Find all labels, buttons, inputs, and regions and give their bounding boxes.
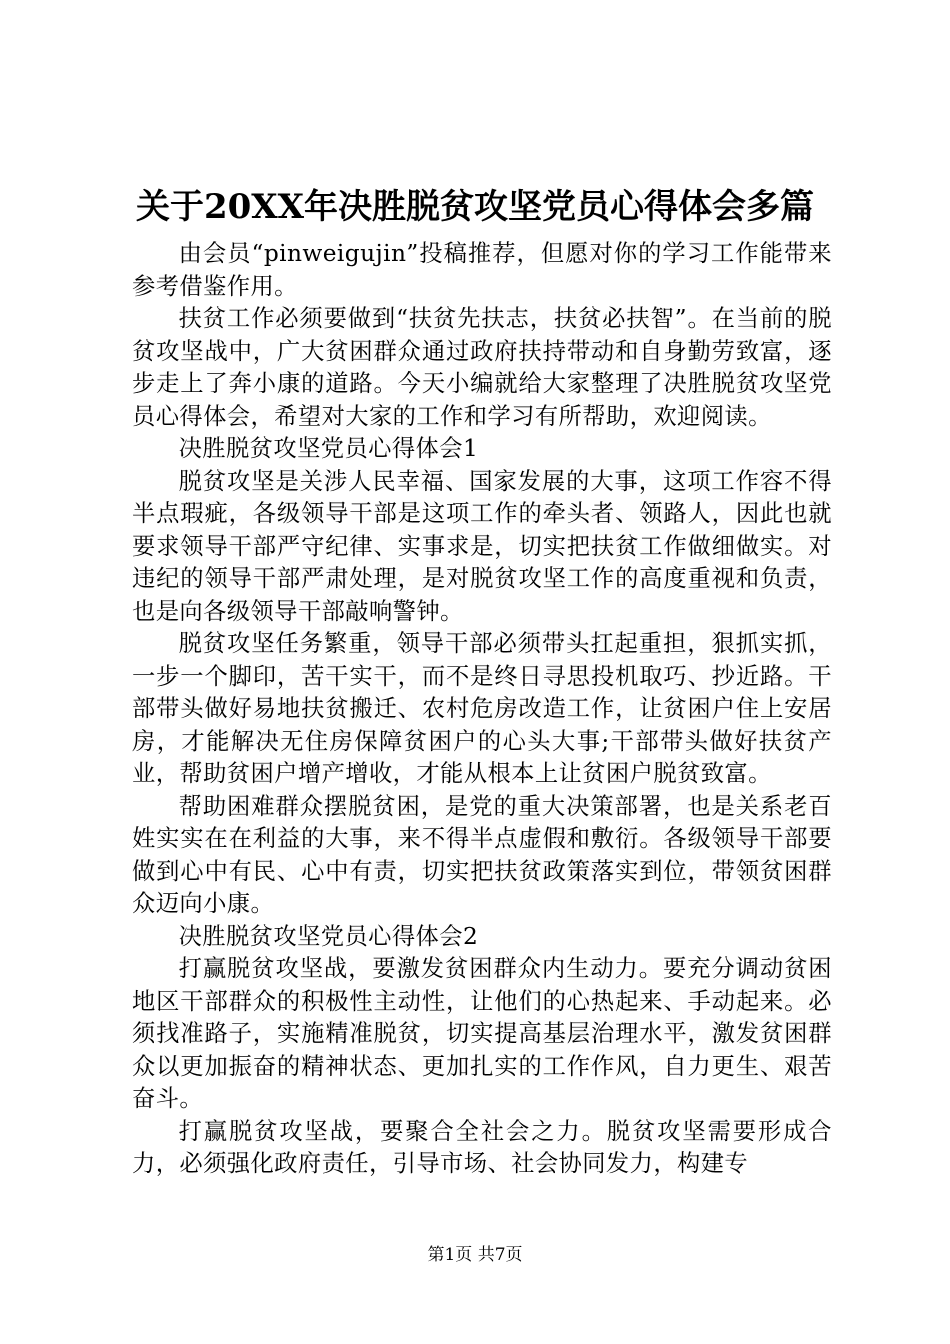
section-heading: 决胜脱贫攻坚党员心得体会2 (178, 922, 479, 950)
paragraph: 脱贫攻坚是关涉人民幸福、国家发展的大事，这项工作容不得半点瑕疵，各级领导干部是这项工作的牵头者、领路人，因此也就要求领导干部严守纪律、实事求是，切实把扶贫工作做细做实。对违纪的领导干部严肃处理，是对脱贫攻坚工作的高度重视和负责，也是向各级领导干部敲响警钟。 (132, 467, 832, 625)
document-body (132, 238, 832, 1181)
paragraph: 打赢脱贫攻坚战，要激发贫困群众内生动力。要充分调动贫困地区干部群众的积极性主动性，让他们的心热起来、手动起来。必须找准路子，实施精准脱贫，切实提高基层治理水平，激发贫困群众以更加振奋的精神状态、更加扎实的工作作风，自力更生、艰苦奋斗。 (132, 955, 832, 1112)
document-title: 关于20XX年决胜脱贫攻坚党员心得体会多篇 (135, 187, 815, 227)
paragraph: 打赢脱贫攻坚战，要聚合全社会之力。脱贫攻坚需要形成合力，必须强化政府责任，引导市场、社会协同发力，构建专 (132, 1117, 832, 1177)
page-footer: 第1页 共7页 (427, 1245, 523, 1265)
paragraph: 扶贫工作必须要做到“扶贫先扶志，扶贫必扶智”。在当前的脱贫攻坚战中，广大贫困群众通过政府扶持带动和自身勤劳致富，逐步走上了奔小康的道路。今天小编就给大家整理了决胜脱贫攻坚党员心得体会，希望对大家的工作和学习有所帮助，欢迎阅读。 (132, 305, 832, 430)
paragraph: 由会员“pinweigujin”投稿推荐，但愿对你的学习工作能带来参考借鉴作用。 (132, 240, 832, 300)
paragraph: 脱贫攻坚任务繁重，领导干部必须带头扛起重担，狠抓实抓，一步一个脚印，苦干实干，而不是终日寻思投机取巧、抄近路。干部带头做好易地扶贫搬迁、农村危房改造工作，让贫困户住上安居房，才能解决无住房保障贫困户的心头大事;干部带头做好扶贫产业，帮助贫困户增产增收，才能从根本上让贫困户脱贫致富。 (132, 630, 832, 787)
section-heading: 决胜脱贫攻坚党员心得体会1 (178, 435, 479, 462)
paragraph: 帮助困难群众摆脱贫困，是党的重大决策部署，也是关系老百姓实实在在利益的大事，来不得半点虚假和敷衍。各级领导干部要做到心中有民、心中有责，切实把扶贫政策落实到位，带领贫困群众迈向小康。 (132, 792, 832, 917)
